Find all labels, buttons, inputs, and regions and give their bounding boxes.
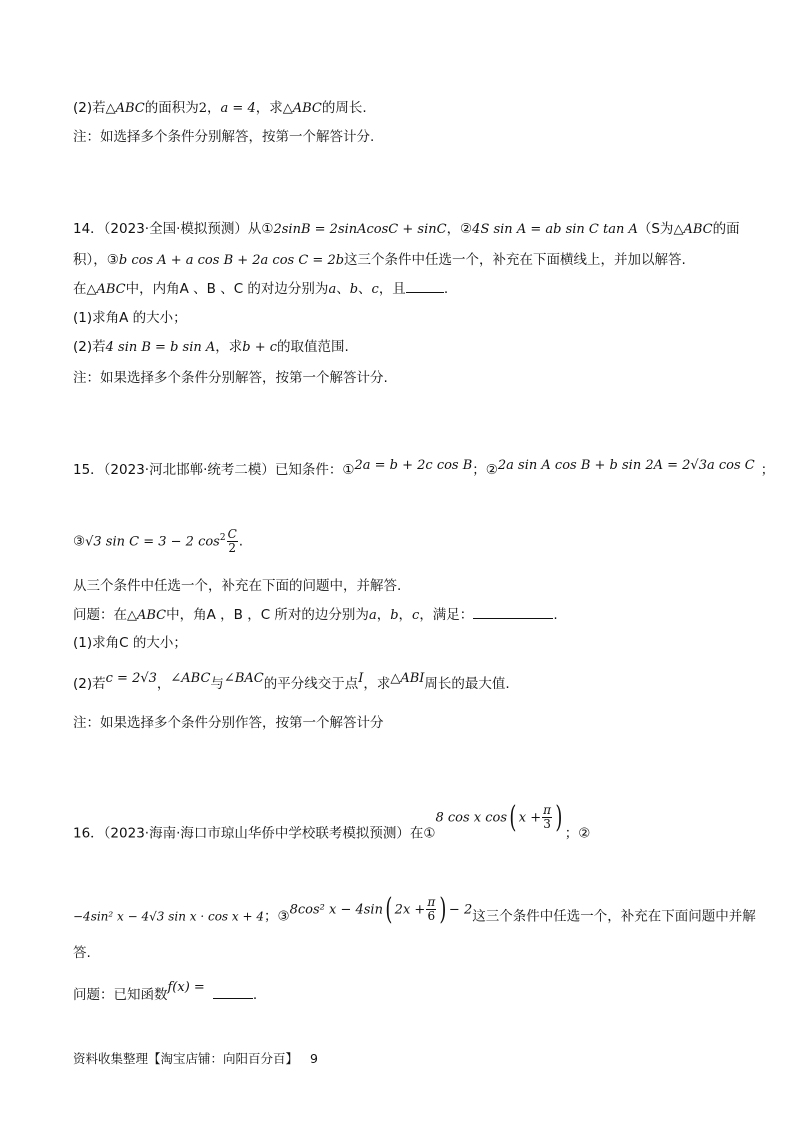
q14-line1 bbox=[73, 219, 740, 240]
q15-part2 bbox=[73, 671, 510, 695]
q14-part2 bbox=[73, 337, 349, 358]
q14-note: 注：如果选择多个条件分别解答，按第一个解答计分. bbox=[73, 370, 388, 386]
condition-3: √3 sin C = 3 − 2 cos bbox=[85, 534, 220, 550]
text: ， bbox=[376, 607, 391, 623]
var-c: c bbox=[371, 282, 379, 297]
text: 问题：已知函数 bbox=[73, 987, 168, 1003]
q15-note: 注：如果选择多个条件分别作答，按第一个解答计分 bbox=[73, 715, 384, 731]
q15-line1 bbox=[73, 460, 774, 481]
triangle-name: ABC bbox=[115, 101, 145, 116]
question-header: 15．（2023·河北邯郸·统考二模）已知条件：① bbox=[73, 462, 355, 478]
text: 的面 bbox=[712, 221, 740, 237]
footer-text: 资料收集整理【淘宝店铺：向阳百分百】 bbox=[73, 1051, 299, 1066]
exponent: 2 bbox=[219, 533, 226, 543]
q16-line1 bbox=[73, 799, 591, 847]
q14-line3 bbox=[73, 278, 448, 300]
q16-line3: 答. bbox=[73, 945, 91, 961]
fraction-numerator: C bbox=[227, 527, 237, 541]
text: (2)若 bbox=[73, 339, 106, 355]
text: ；② bbox=[472, 462, 498, 478]
side-condition: c = 2√3 bbox=[105, 671, 157, 686]
q15-line3: 从三个条件中任选一个，补充在下面的问题中，并解答. bbox=[73, 578, 402, 594]
expression: 8cos² x − 4sin bbox=[289, 902, 383, 918]
triangle-symbol: △ bbox=[282, 101, 293, 116]
text: ，且 bbox=[378, 281, 406, 297]
triangle-name: ABC bbox=[683, 222, 713, 237]
part-label: (2)若 bbox=[73, 100, 106, 116]
text: 这三个条件中任选一个，补充在下面问题中并解 bbox=[472, 908, 756, 925]
equation: 4 sin B = b sin A bbox=[105, 340, 216, 355]
q16-line4 bbox=[73, 980, 258, 1006]
var-c: c bbox=[412, 608, 420, 623]
triangle-name: △ABI bbox=[390, 671, 425, 686]
point-i: I bbox=[358, 671, 364, 686]
q16-line2 bbox=[73, 891, 756, 930]
text: ；② bbox=[564, 825, 591, 842]
text: 中，角A ，B ，C 所对的边分别为 bbox=[166, 607, 369, 623]
text: ；③ bbox=[263, 908, 290, 925]
var-a: a bbox=[368, 608, 377, 623]
expression: 8 cos x cos bbox=[435, 810, 508, 826]
text: . bbox=[238, 533, 244, 550]
text: ③ bbox=[73, 533, 86, 550]
answer-blank[interactable] bbox=[406, 278, 444, 293]
text: ，求 bbox=[255, 100, 283, 116]
left-paren: ( bbox=[509, 799, 517, 835]
triangle-symbol: △ bbox=[673, 222, 684, 237]
text: ，求 bbox=[363, 676, 391, 692]
area-value: 2 bbox=[198, 101, 208, 116]
fraction bbox=[426, 896, 436, 923]
condition-3: b cos A + a cos B + 2a cos C = 2b bbox=[118, 253, 345, 268]
text: 的面积为 bbox=[144, 100, 199, 116]
text: 的平分线交于点 bbox=[263, 676, 359, 692]
text: 在 bbox=[73, 281, 87, 297]
q15-line2 bbox=[73, 528, 243, 555]
condition-1: 2a = b + 2c cos B bbox=[354, 458, 473, 473]
text: 的周长. bbox=[321, 100, 367, 116]
text: 积），③ bbox=[73, 252, 119, 268]
fraction bbox=[542, 804, 552, 831]
text: （S为 bbox=[637, 221, 674, 237]
var-b: b bbox=[390, 608, 399, 623]
triangle-symbol: △ bbox=[105, 101, 116, 116]
text: 这三个条件中任选一个，补充在下面横线上，并加以解答. bbox=[344, 252, 686, 268]
text: . bbox=[252, 987, 258, 1003]
fraction-denominator: 6 bbox=[427, 909, 436, 923]
triangle-name: △ABC bbox=[86, 282, 126, 297]
expression: 2x + bbox=[394, 902, 426, 918]
side-condition: a = 4 bbox=[220, 101, 256, 116]
condition-2: −4sin² x − 4√3 sin x · cos x + 4 bbox=[73, 909, 264, 924]
q14-line2 bbox=[73, 250, 686, 271]
text: ，求 bbox=[215, 339, 243, 355]
q14-part1: (1)求角A 的大小； bbox=[73, 310, 187, 326]
text: ； bbox=[760, 462, 775, 478]
question-header: 14．（2023·全国·模拟预测）从① bbox=[73, 221, 274, 237]
condition-3 bbox=[289, 891, 473, 927]
q15-line4 bbox=[73, 604, 558, 626]
q15-part1: (1)求角C 的大小； bbox=[73, 635, 187, 651]
text: 与 bbox=[210, 676, 224, 692]
page-number: 9 bbox=[310, 1051, 318, 1066]
condition-2: 4S sin A = ab sin C tan A bbox=[472, 222, 638, 237]
fraction bbox=[227, 528, 238, 555]
text: ， bbox=[398, 607, 413, 623]
q13-part2 bbox=[73, 98, 367, 119]
page-footer bbox=[73, 1049, 318, 1067]
text: 的取值范围. bbox=[277, 339, 349, 355]
fraction-numerator: π bbox=[427, 895, 436, 909]
condition-1: 2sinB = 2sinAcosC + sinC bbox=[273, 222, 447, 237]
condition-1 bbox=[435, 799, 564, 835]
right-paren: ) bbox=[439, 891, 447, 927]
question-header: 16．（2023·海南·海口市琼山华侨中学校联考模拟预测）在① bbox=[73, 825, 436, 842]
text: . bbox=[553, 607, 558, 623]
condition-2: 2a sin A cos B + b sin 2A = 2√3a cos C bbox=[497, 458, 755, 473]
triangle-name: ABC bbox=[292, 101, 322, 116]
text: ， bbox=[156, 676, 171, 692]
var-a: a bbox=[328, 282, 337, 297]
answer-blank[interactable] bbox=[473, 604, 553, 619]
angle: ∠BAC bbox=[223, 671, 264, 686]
text: ，② bbox=[446, 221, 473, 237]
expression: x + bbox=[518, 810, 542, 826]
text: 周长的最大值. bbox=[424, 676, 510, 692]
text: 、 bbox=[358, 281, 372, 297]
text: . bbox=[443, 281, 449, 297]
text: 问题：在 bbox=[73, 607, 127, 623]
text: 中，内角A 、B 、C 的对边分别为 bbox=[125, 281, 329, 297]
expression: b + c bbox=[242, 340, 278, 355]
fraction-numerator: π bbox=[543, 803, 552, 817]
fraction-denominator: 3 bbox=[543, 817, 551, 831]
text: (2)若 bbox=[73, 676, 106, 692]
angle: ∠ABC bbox=[170, 671, 211, 686]
left-paren: ( bbox=[385, 891, 393, 927]
var-b: b bbox=[349, 282, 359, 297]
text: ， bbox=[207, 100, 221, 116]
fraction-denominator: 2 bbox=[228, 541, 236, 555]
answer-blank[interactable] bbox=[213, 984, 253, 999]
text: 、 bbox=[336, 281, 350, 297]
q13-note: 注：如选择多个条件分别解答，按第一个解答计分. bbox=[73, 129, 375, 145]
triangle-name: △ABC bbox=[127, 608, 167, 623]
expression: − 2 bbox=[448, 902, 473, 918]
right-paren: ) bbox=[555, 799, 563, 835]
function-expression: f(x) = bbox=[167, 980, 205, 995]
text: ，满足： bbox=[419, 607, 474, 623]
